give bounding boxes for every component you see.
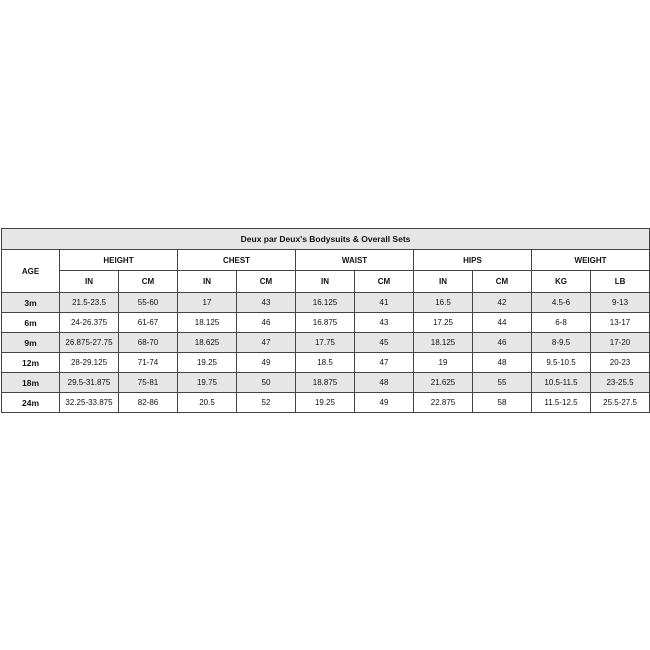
table-cell: 19.25 [178, 353, 237, 373]
unit-header: IN [60, 271, 119, 293]
table-cell: 43 [355, 313, 414, 333]
group-header-weight: WEIGHT [532, 250, 650, 271]
table-row [2, 333, 650, 353]
table-cell: 68-70 [119, 333, 178, 353]
group-header-height: HEIGHT [60, 250, 178, 271]
table-cell: 20-23 [591, 353, 650, 373]
table-cell: 23-25.5 [591, 373, 650, 393]
age-header: AGE [2, 250, 60, 293]
table-cell: 18.5 [296, 353, 355, 373]
table-cell: 25.5-27.5 [591, 393, 650, 413]
table-cell: 8-9.5 [532, 333, 591, 353]
age-cell: 6m [2, 313, 60, 333]
table-cell: 16.125 [296, 293, 355, 313]
table-cell: 44 [473, 313, 532, 333]
table-cell: 11.5-12.5 [532, 393, 591, 413]
table-row [2, 353, 650, 373]
unit-header: IN [296, 271, 355, 293]
table-cell: 46 [237, 313, 296, 333]
table-cell: 82-86 [119, 393, 178, 413]
unit-header: IN [414, 271, 473, 293]
table-cell: 9.5-10.5 [532, 353, 591, 373]
unit-header: KG [532, 271, 591, 293]
table-cell: 17.25 [414, 313, 473, 333]
age-cell: 24m [2, 393, 60, 413]
table-cell: 48 [355, 373, 414, 393]
table-cell: 18.125 [178, 313, 237, 333]
unit-header: CM [119, 271, 178, 293]
table-cell: 49 [237, 353, 296, 373]
table-cell: 9-13 [591, 293, 650, 313]
title-row [2, 229, 650, 250]
age-cell: 3m [2, 293, 60, 313]
table-cell: 18.875 [296, 373, 355, 393]
size-chart-table [1, 228, 650, 413]
table-cell: 17-20 [591, 333, 650, 353]
group-header-waist: WAIST [296, 250, 414, 271]
table-cell: 41 [355, 293, 414, 313]
table-cell: 16.875 [296, 313, 355, 333]
table-cell: 28-29.125 [60, 353, 119, 373]
table-cell: 22.875 [414, 393, 473, 413]
table-cell: 10.5-11.5 [532, 373, 591, 393]
table-cell: 46 [473, 333, 532, 353]
table-cell: 29.5-31.875 [60, 373, 119, 393]
table-cell: 75-81 [119, 373, 178, 393]
group-header-row [2, 250, 650, 271]
table-cell: 17 [178, 293, 237, 313]
unit-header: CM [355, 271, 414, 293]
table-cell: 43 [237, 293, 296, 313]
table-body [2, 293, 650, 413]
table-cell: 71-74 [119, 353, 178, 373]
table-title: Deux par Deux's Bodysuits & Overall Sets [2, 229, 650, 250]
table-cell: 55 [473, 373, 532, 393]
table-cell: 17.75 [296, 333, 355, 353]
unit-header-row [2, 271, 650, 293]
table-row [2, 393, 650, 413]
table-cell: 18.125 [414, 333, 473, 353]
table-row [2, 313, 650, 333]
table-cell: 58 [473, 393, 532, 413]
table-cell: 19.25 [296, 393, 355, 413]
age-cell: 9m [2, 333, 60, 353]
table-cell: 55-60 [119, 293, 178, 313]
table-cell: 21.5-23.5 [60, 293, 119, 313]
table-cell: 18.625 [178, 333, 237, 353]
table-cell: 19 [414, 353, 473, 373]
table-cell: 52 [237, 393, 296, 413]
age-cell: 12m [2, 353, 60, 373]
age-cell: 18m [2, 373, 60, 393]
table-cell: 45 [355, 333, 414, 353]
table-cell: 26.875-27.75 [60, 333, 119, 353]
unit-header: IN [178, 271, 237, 293]
table-cell: 48 [473, 353, 532, 373]
table-cell: 47 [355, 353, 414, 373]
table-cell: 16.5 [414, 293, 473, 313]
unit-header: LB [591, 271, 650, 293]
table-cell: 50 [237, 373, 296, 393]
group-header-chest: CHEST [178, 250, 296, 271]
unit-header: CM [473, 271, 532, 293]
table-cell: 6-8 [532, 313, 591, 333]
table-cell: 20.5 [178, 393, 237, 413]
table-cell: 49 [355, 393, 414, 413]
table-cell: 47 [237, 333, 296, 353]
table-cell: 61-67 [119, 313, 178, 333]
table-cell: 24-26.375 [60, 313, 119, 333]
table-cell: 32.25-33.875 [60, 393, 119, 413]
table-cell: 19.75 [178, 373, 237, 393]
table-cell: 4.5-6 [532, 293, 591, 313]
group-header-hips: HIPS [414, 250, 532, 271]
unit-header: CM [237, 271, 296, 293]
table-cell: 21.625 [414, 373, 473, 393]
table-row [2, 293, 650, 313]
table-row [2, 373, 650, 393]
table-cell: 13-17 [591, 313, 650, 333]
table-cell: 42 [473, 293, 532, 313]
